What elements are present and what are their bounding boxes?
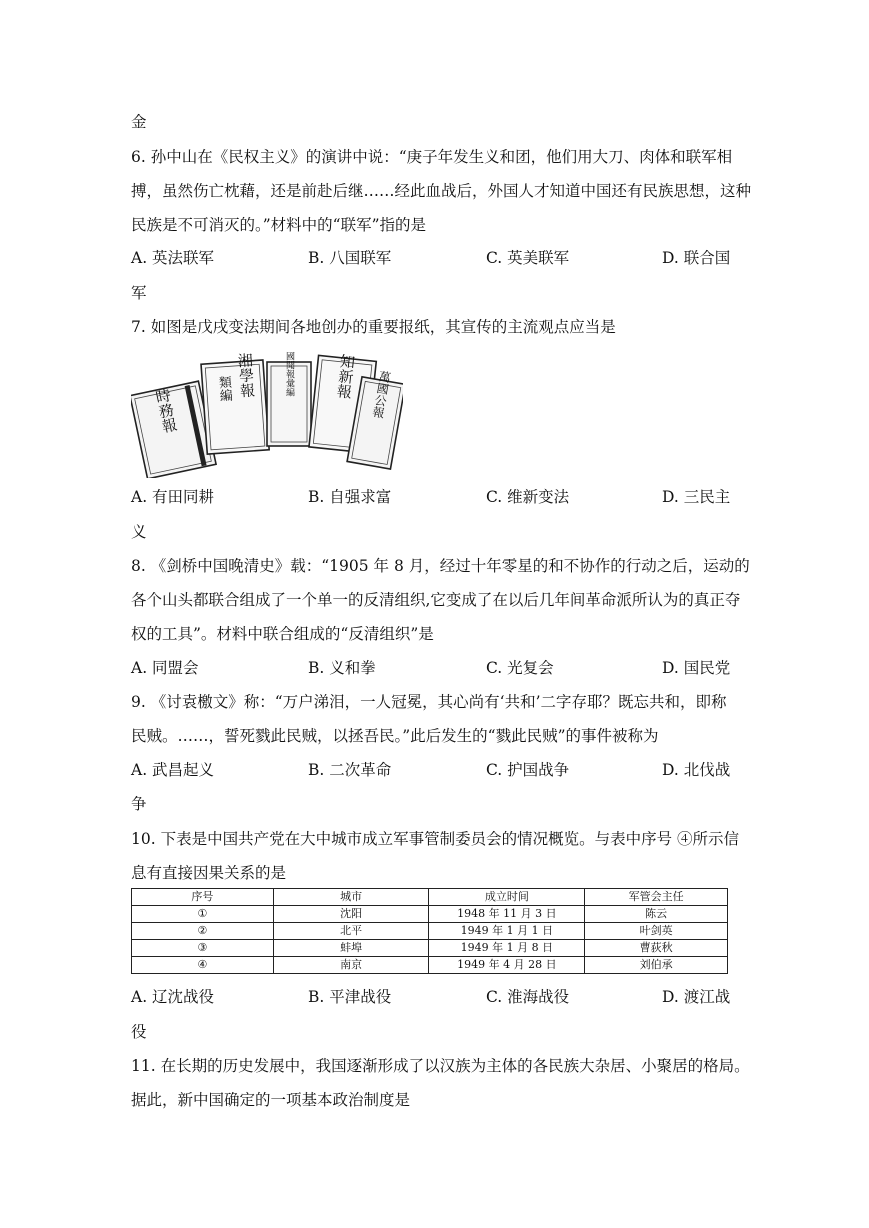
question-6-options [131, 248, 751, 268]
newspaper-xiangxuebao [200, 351, 269, 454]
table-cell: 南京 [273, 957, 429, 974]
option-c[interactable]: C. 护国战争 [486, 761, 570, 779]
table-cell: 蚌埠 [273, 940, 429, 957]
newspaper-title: 時務報 [152, 386, 180, 435]
question-9-text: 9. 《讨袁檄文》称：“万户涕泪，一人冠冕，其心尚有‘共和’二字存耶？既忘共和，即称 [131, 693, 727, 711]
question-7-options [131, 487, 751, 507]
option-b[interactable]: B. 自强求富 [308, 488, 392, 506]
newspaper-title: 國聞報彙編 [284, 351, 294, 397]
question-11-text: 据此，新中国确定的一项基本政治制度是 [131, 1091, 411, 1109]
table-cell: 1948 年 11 月 3 日 [429, 906, 585, 923]
table-row [132, 940, 728, 957]
table-cell: 北平 [273, 923, 429, 940]
question-6-text: 搏，虽然伤亡枕藉，还是前赴后继……经此血战后，外国人才知道中国还有民族思想，这种 [131, 182, 752, 200]
option-c[interactable]: C. 淮海战役 [486, 988, 570, 1006]
table-header: 军管会主任 [585, 889, 728, 906]
question-10-text: 10. 下表是中国共产党在大中城市成立军事管制委员会的情况概览。与表中序号 ④所示信 [131, 830, 740, 848]
option-a[interactable]: A. 英法联军 [131, 249, 215, 267]
newspaper-title: 湘學報 [235, 352, 257, 399]
table-cell: 刘伯承 [585, 957, 728, 974]
table-header-row [132, 889, 728, 906]
option-a[interactable]: A. 武昌起义 [131, 761, 215, 779]
military-committee-table [131, 888, 728, 974]
table-cell: 陈云 [585, 906, 728, 923]
question-9-options [131, 760, 751, 780]
option-b[interactable]: B. 义和拳 [308, 659, 376, 677]
table-cell: 沈阳 [273, 906, 429, 923]
newspaper-title: 萬國公報 [370, 369, 393, 420]
option-b[interactable]: B. 八国联军 [308, 249, 392, 267]
table-cell: ① [132, 906, 274, 923]
option-d[interactable]: D. 渡江战 [662, 988, 731, 1006]
table-header: 成立时间 [429, 889, 585, 906]
newspaper-subtitle: 類編 [215, 375, 233, 403]
option-c[interactable]: C. 光复会 [486, 659, 554, 677]
question-6-text: 6. 孙中山在《民权主义》的演讲中说：“庚子年发生义和团，他们用大刀、肉体和联军相 [131, 148, 733, 166]
table-header: 序号 [132, 889, 274, 906]
option-d[interactable]: D. 北伐战 [662, 761, 731, 779]
option-wrap: 役 [131, 1023, 147, 1041]
newspaper-guowenbao [267, 351, 311, 446]
option-c[interactable]: C. 维新变法 [486, 488, 570, 506]
question-10-text: 息有直接因果关系的是 [131, 864, 287, 882]
table-cell: ③ [132, 940, 274, 957]
option-a[interactable]: A. 有田同耕 [131, 488, 215, 506]
newspapers-illustration [131, 350, 403, 478]
question-11-text: 11. 在长期的历史发展中，我国逐渐形成了以汉族为主体的各民族大杂居、小聚居的格局。 [131, 1057, 750, 1075]
option-wrap: 军 [131, 284, 147, 302]
question-10-options [131, 987, 751, 1007]
question-8-text: 权的工具”。材料中联合组成的“反清组织”是 [131, 625, 434, 643]
option-c[interactable]: C. 英美联军 [486, 249, 570, 267]
option-d[interactable]: D. 联合国 [662, 249, 731, 267]
question-8-text: 各个山头都联合组成了一个单一的反清组织,它变成了在以后几年间革命派所认为的真正夺 [131, 591, 741, 609]
table-row [132, 923, 728, 940]
table-cell: 曹荻秋 [585, 940, 728, 957]
table-cell: ② [132, 923, 274, 940]
newspaper-title: 知新報 [334, 352, 357, 400]
table-row [132, 957, 728, 974]
text-line: 金 [131, 113, 147, 131]
table-cell: 1949 年 1 月 8 日 [429, 940, 585, 957]
question-7-text: 7. 如图是戊戌变法期间各地创办的重要报纸，其宣传的主流观点应当是 [131, 318, 616, 336]
table-header: 城市 [273, 889, 429, 906]
option-a[interactable]: A. 同盟会 [131, 659, 199, 677]
question-9-text: 民贼。……，誓死戮此民贼，以拯吾民。”此后发生的“戮此民贼”的事件被称为 [131, 727, 659, 745]
table-cell: 1949 年 4 月 28 日 [429, 957, 585, 974]
option-wrap: 义 [131, 523, 147, 541]
table-cell: 叶剑英 [585, 923, 728, 940]
option-b[interactable]: B. 二次革命 [308, 761, 392, 779]
table-cell: ④ [132, 957, 274, 974]
question-6-text: 民族是不可消灭的。”材料中的“联军”指的是 [131, 216, 427, 234]
question-8-text: 8. 《剑桥中国晚清史》载：“1905 年 8 月，经过十年零星的和不协作的行动之后，运动的 [131, 557, 750, 575]
option-a[interactable]: A. 辽沈战役 [131, 988, 215, 1006]
option-b[interactable]: B. 平津战役 [308, 988, 392, 1006]
question-8-options [131, 658, 751, 678]
table-row [132, 906, 728, 923]
table-cell: 1949 年 1 月 1 日 [429, 923, 585, 940]
option-d[interactable]: D. 三民主 [662, 488, 731, 506]
option-wrap: 争 [131, 795, 147, 813]
option-d[interactable]: D. 国民党 [662, 659, 731, 677]
